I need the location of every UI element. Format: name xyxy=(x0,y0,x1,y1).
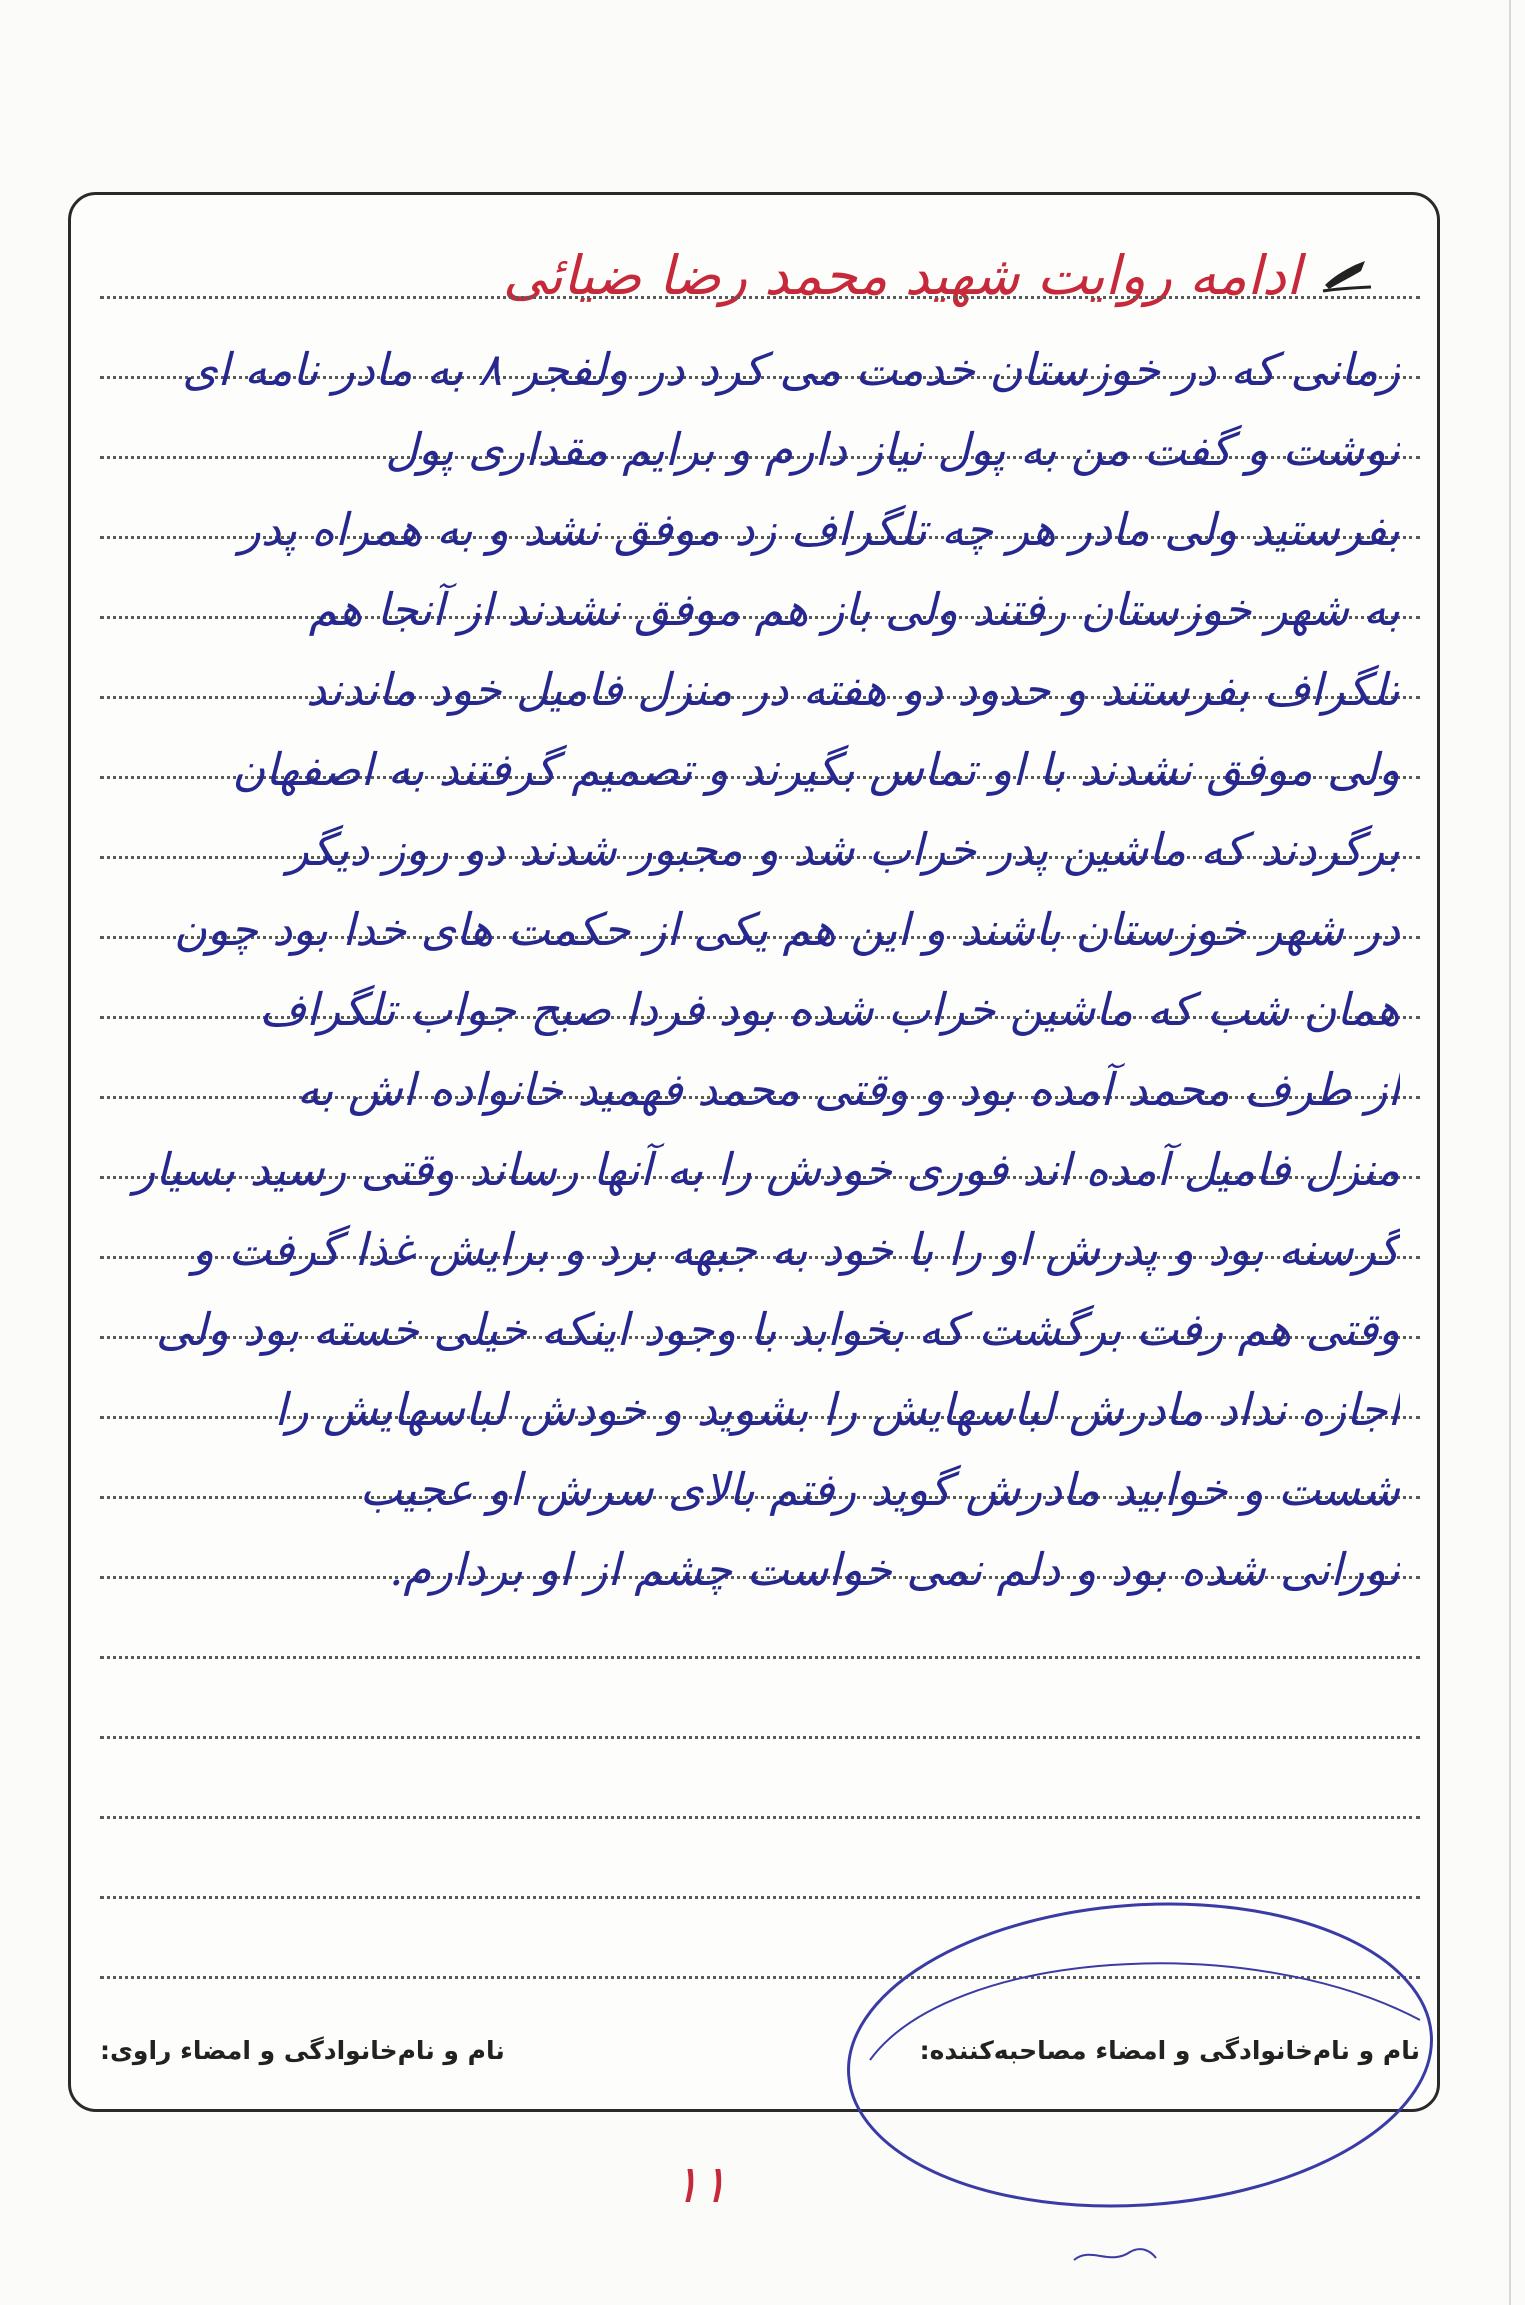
handwritten-body xyxy=(70,330,1430,2050)
handwritten-line: برگردند که ماشین پدر خراب شد و مجبور شدند دو روز دیگر xyxy=(287,823,1400,876)
handwritten-line: ولی موفق نشدند با او تماس بگیرند و تصمیم گرفتند به اصفهان xyxy=(232,743,1400,796)
page-title: ادامه روایت شهید محمد رضا ضیائی xyxy=(502,243,1301,307)
handwritten-line: منزل فامیل آمده اند فوری خودش را به آنها رساند وقتی رسید بسیار xyxy=(133,1143,1400,1196)
title-row xyxy=(475,230,1375,320)
ruled-line xyxy=(100,296,1420,299)
signature-row xyxy=(100,2015,1420,2085)
handwritten-line: گرسنه بود و پدرش او را با خود به جبهه برد و برایش غذا گرفت و xyxy=(192,1223,1400,1276)
handwritten-line: زمانی که در خوزستان خدمت می کرد در ولفجر ۸ به مادر نامه ای xyxy=(182,343,1400,396)
handwritten-line: نورانی شده بود و دلم نمی خواست چشم از او بردارم. xyxy=(389,1543,1400,1596)
handwritten-line: در شهر خوزستان باشند و این هم یکی از حکمت های خدا بود چون xyxy=(173,903,1400,956)
handwritten-line: از طرف محمد آمده بود و وقتی محمد فهمید خانواده اش به xyxy=(296,1063,1400,1116)
interviewer-signature-label: نام و نام‌خانوادگی و امضاء مصاحبه‌کننده: xyxy=(919,2035,1420,2065)
handwritten-line: اجازه نداد مادرش لباسهایش را بشوید و خودش لباسهایش را xyxy=(274,1383,1400,1436)
page-number: ۱۱ xyxy=(672,2155,728,2215)
handwritten-line: بفرستید ولی مادر هر چه تلگراف زد موفق نشد و به همراه پدر xyxy=(239,503,1400,556)
handwritten-line: تلگراف بفرستند و حدود دو هفته در منزل فامیل خود ماندند xyxy=(306,663,1400,716)
narrator-signature-label: نام و نام‌خانوادگی و امضاء راوی: xyxy=(100,2035,505,2065)
handwritten-line: نوشت و گفت من به پول نیاز دارم و برایم مقداری پول xyxy=(385,423,1400,476)
handwritten-line: شست و خوابید مادرش گوید رفتم بالای سرش او عجیب xyxy=(359,1463,1400,1516)
handwritten-line: وقتی هم رفت برگشت که بخوابد با وجود اینکه خیلی خسته بود ولی xyxy=(155,1303,1400,1356)
stray-pen-mark xyxy=(1070,2240,1160,2270)
handwritten-line: همان شب که ماشین خراب شده بود فردا صبح جواب تلگراف xyxy=(259,983,1400,1036)
handwritten-line: به شهر خوزستان رفتند ولی باز هم موفق نشدند از آنجا هم xyxy=(308,583,1400,636)
page-edge xyxy=(1509,0,1511,2305)
pen-writing-icon xyxy=(1319,255,1375,295)
